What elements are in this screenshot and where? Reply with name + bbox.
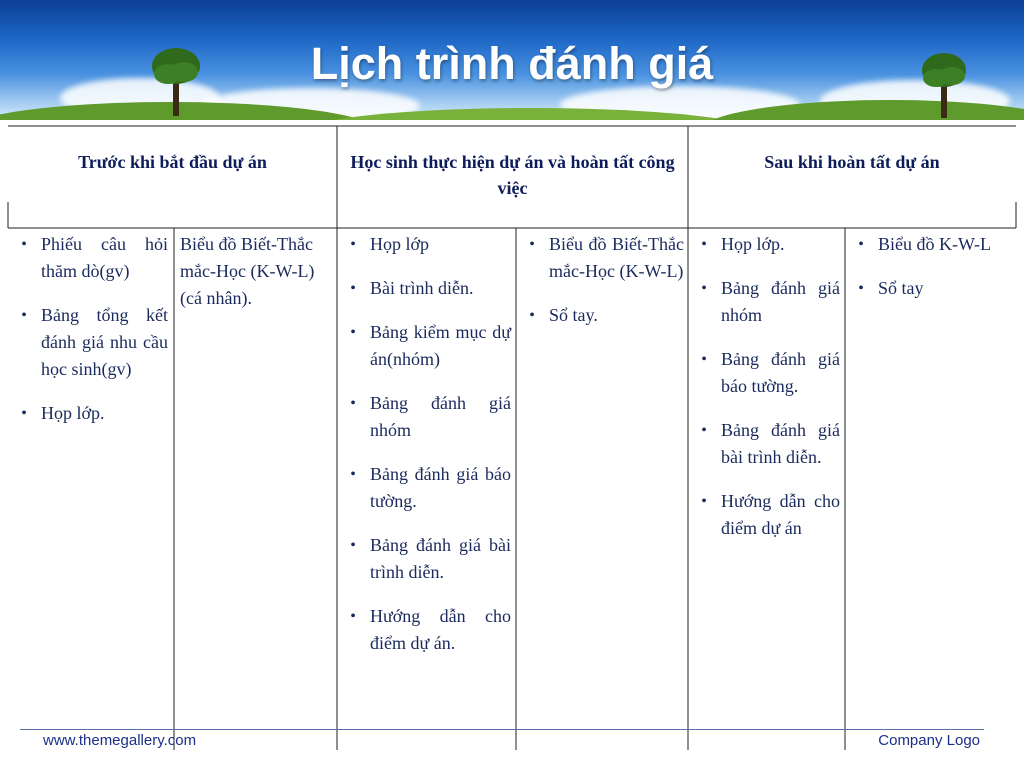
- list-item: • Sổ tay: [847, 275, 1003, 302]
- list-item: • Sổ tay.: [518, 302, 684, 329]
- list-item: • Họp lớp.: [10, 400, 168, 427]
- bullet-icon: •: [701, 236, 707, 253]
- bullet-icon: •: [350, 537, 356, 554]
- footer-divider: [20, 729, 984, 730]
- bullet-icon: •: [350, 236, 356, 253]
- list-item: • Họp lớp: [339, 231, 511, 258]
- list-item: • Hướng dẫn cho điểm dự án: [690, 488, 840, 542]
- list-item: • Bảng đánh giá báo tường.: [339, 461, 511, 515]
- bullet-icon: •: [350, 395, 356, 412]
- bullet-icon: •: [350, 280, 356, 297]
- bullet-icon: •: [701, 280, 707, 297]
- list-item: • Bảng đánh giá bài trình diễn.: [339, 532, 511, 586]
- footer-website-link[interactable]: www.themegallery.com: [43, 732, 197, 749]
- bullet-icon: •: [21, 307, 27, 324]
- bullet-icon: •: [529, 236, 535, 253]
- before-kwl-text: Biểu đồ Biết-Thắc mắc-Học (K-W-L)(cá nhân).: [180, 234, 315, 308]
- bullet-icon: •: [701, 493, 707, 510]
- list-item: • Họp lớp.: [690, 231, 840, 258]
- list-item: • Bảng đánh giá nhóm: [339, 390, 511, 444]
- list-item: • Biểu đồ K-W-L: [847, 231, 1003, 258]
- bullet-icon: •: [350, 608, 356, 625]
- header-after-project: Sau khi hoàn tất dự án: [764, 152, 940, 172]
- company-logo: Company Logo: [878, 732, 980, 749]
- list-item: • Hướng dẫn cho điểm dự án.: [339, 603, 511, 657]
- bullet-icon: •: [701, 351, 707, 368]
- bullet-icon: •: [858, 236, 864, 253]
- during-tools-list: [339, 231, 511, 657]
- list-item: • Bảng tổng kết đánh giá nhu cầu học sinh(gv): [10, 302, 168, 383]
- before-tools-list: [10, 231, 168, 444]
- during-kwl-list: [518, 231, 684, 346]
- page-title: Lịch trình đánh giá: [310, 38, 714, 89]
- bullet-icon: •: [21, 236, 27, 253]
- after-tools-list: [690, 231, 840, 559]
- header-during-project: Học sinh thực hiện dự án và hoàn tất công việc: [350, 152, 675, 198]
- bullet-icon: •: [701, 422, 707, 439]
- list-item: • Biểu đồ Biết-Thắc mắc-Học (K-W-L): [518, 231, 684, 285]
- bullet-icon: •: [21, 405, 27, 422]
- list-item: • Bảng đánh giá bài trình diễn.: [690, 417, 840, 471]
- header-banner: [0, 0, 1024, 120]
- bullet-icon: •: [350, 466, 356, 483]
- bullet-icon: •: [529, 307, 535, 324]
- list-item: • Bảng đánh giá báo tường.: [690, 346, 840, 400]
- list-item: • Bảng kiểm mục dự án(nhóm): [339, 319, 511, 373]
- bullet-icon: •: [350, 324, 356, 341]
- list-item: • Bảng đánh giá nhóm: [690, 275, 840, 329]
- bullet-icon: •: [858, 280, 864, 297]
- after-kwl-list: [847, 231, 1003, 319]
- list-item: • Phiếu câu hỏi thăm dò(gv): [10, 231, 168, 285]
- header-before-project: Trước khi bắt đầu dự án: [78, 152, 267, 172]
- list-item: • Bài trình diễn.: [339, 275, 511, 302]
